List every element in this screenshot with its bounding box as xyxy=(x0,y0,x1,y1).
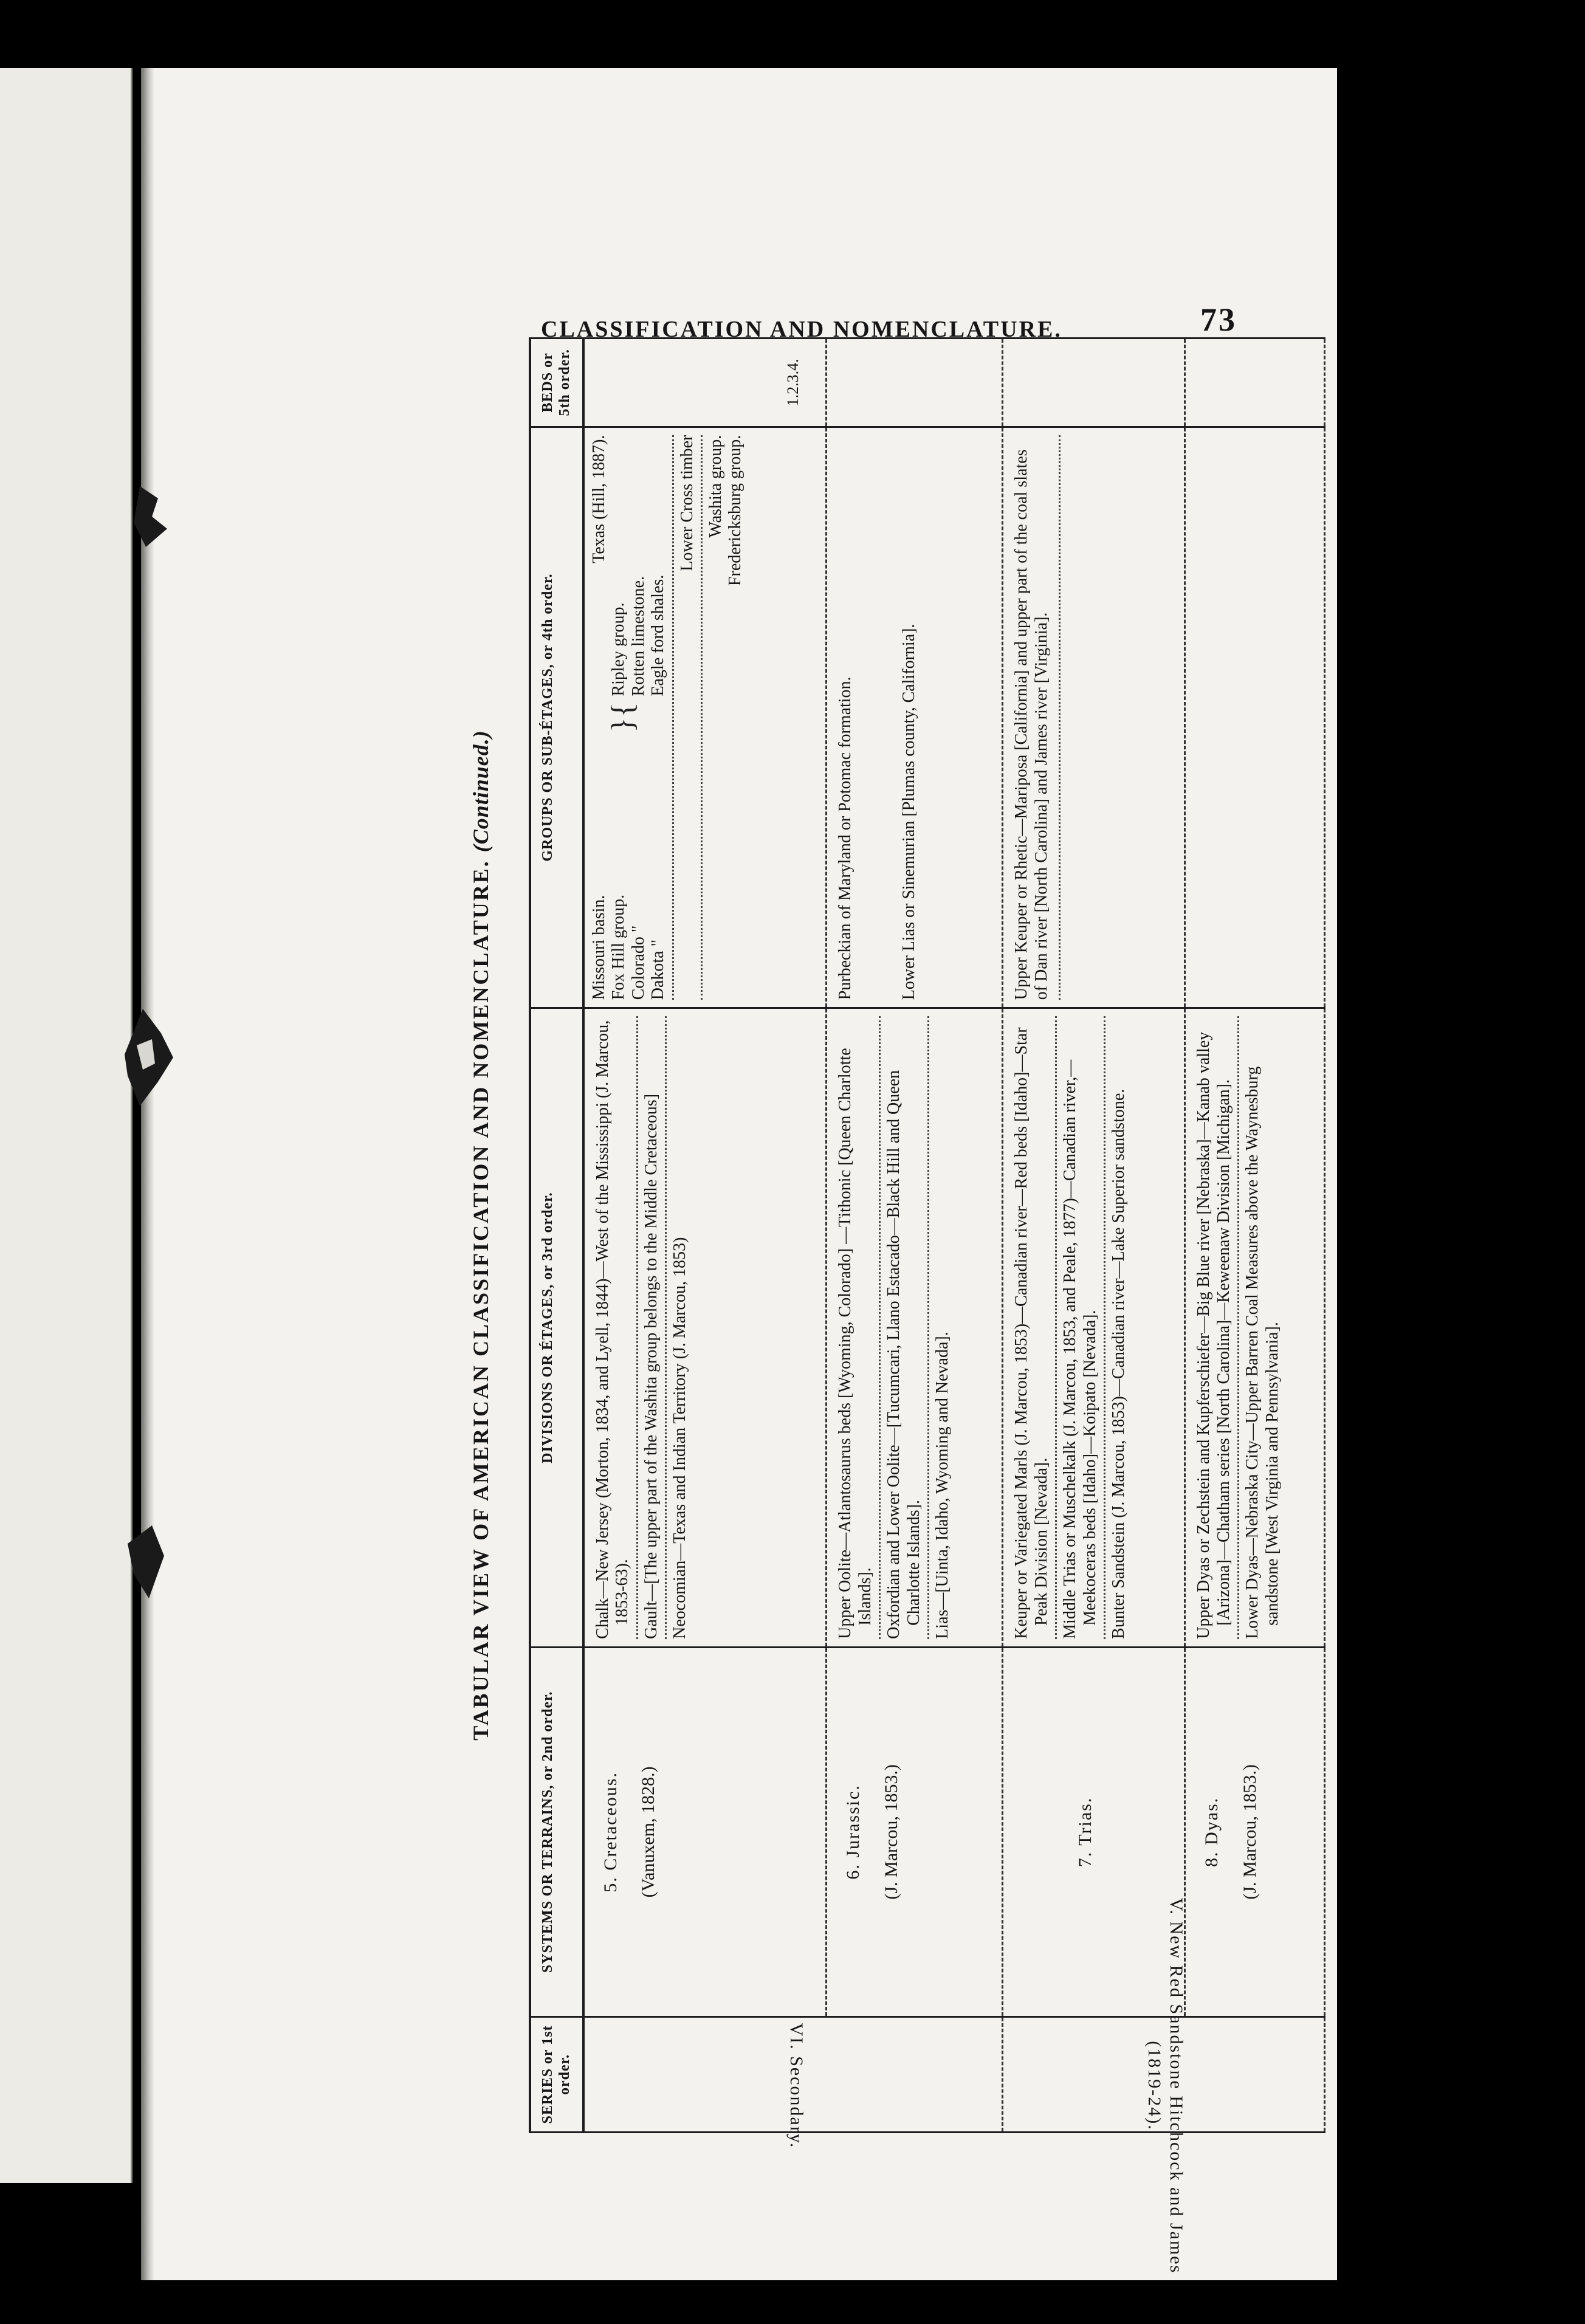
group-pair xyxy=(605,435,668,1000)
system-author: (J. Marcou, 1853.) xyxy=(881,1764,901,1900)
dotted-divider xyxy=(1059,435,1061,1000)
group-item: Ripley group. xyxy=(609,602,628,696)
division-item: Neocomian—Texas and Indian Territory (J. Marcou, 1853) xyxy=(670,1237,690,1639)
group-cell xyxy=(827,427,1003,1008)
brace-glyph: }{ xyxy=(605,702,641,733)
group-cell xyxy=(583,427,827,1008)
bed-cell xyxy=(1185,339,1325,427)
group-item: Upper Keuper or Rhetic—Mariposa [California] and upper part of the coal slates of Dan river [North Carolina] and James river [Virginia]. xyxy=(1012,449,1051,1000)
table-header-row xyxy=(530,339,583,2133)
series-new-red: V. New Red Sandstone Hitchcock and James (1819-24). xyxy=(1144,1897,1187,2274)
group-region: Missouri basin. xyxy=(589,895,608,1000)
group-cell xyxy=(1003,427,1185,1008)
division-cell xyxy=(583,1008,827,1648)
binding-tear-mark xyxy=(115,1519,182,1611)
header-beds: BEDS or 5th order. xyxy=(530,339,583,427)
system-cell xyxy=(827,1647,1003,2016)
group-item: Fox Hill group. xyxy=(609,894,628,1000)
group-item: Dakota " xyxy=(648,939,668,1000)
dotted-divider xyxy=(672,435,674,1000)
series-secondary: VI. Secondary. xyxy=(786,2023,806,2149)
division-item: Oxfordian and Lower Oolite—[Tucumcari, Llano Estacado—Black Hill and Queen Charlotte Islands]. xyxy=(881,1016,929,1639)
group-item: Colorado " xyxy=(628,925,648,1000)
binding-tear-mark xyxy=(115,480,182,553)
system-name: 5. Cretaceous. xyxy=(600,1772,621,1893)
scan-border xyxy=(1337,68,1585,2324)
bed-item: 1.2.3.4. xyxy=(783,359,802,407)
series-newred-cell xyxy=(1003,1897,1325,2274)
system-cell xyxy=(1185,1647,1325,2016)
header-groups: GROUPS OR SUB-ÉTAGES, or 4th order. xyxy=(530,427,583,1008)
group-item: Fredericksburg group. xyxy=(726,435,745,586)
division-cell xyxy=(827,1008,1003,1648)
table-caption xyxy=(468,337,517,2133)
group-item: Washita group. xyxy=(706,435,725,538)
caption-text: TABULAR VIEW OF AMERICAN CLASSIFICATION AND NOMENCLATURE. xyxy=(469,859,493,1741)
table-row-dyas xyxy=(1185,339,1325,2133)
classification-table xyxy=(529,337,1325,2274)
division-item: Bunter Sandstein (J. Marcou, 1853)—Canadian river—Lake Superior sandstone. xyxy=(1109,1088,1129,1639)
bed-cell xyxy=(827,339,1003,427)
system-name: 8. Dyas. xyxy=(1202,1796,1222,1867)
group-item: Purbeckian of Maryland or Potomac formation. xyxy=(836,676,855,1000)
division-item: Middle Trias or Muschelkalk (J. Marcou, 1853, and Peale, 1877)—Canadian river,—Meekoceras beds [Idaho]—Koipato [Nevada]. xyxy=(1057,1016,1105,1639)
division-item: Lower Dyas—Nebraska City—Upper Barren Coal Measures above the Waynesburg sandstone [West Virginia and Pennsylvania]. xyxy=(1243,1066,1282,1639)
division-cell xyxy=(1185,1008,1325,1648)
caption-continued: (Continued.) xyxy=(469,730,493,853)
bed-cell xyxy=(583,339,827,427)
bed-cell xyxy=(1003,339,1185,427)
table-row-trias xyxy=(1003,339,1185,2133)
group-cell xyxy=(1185,427,1325,1008)
division-item: Chalk—New Jersey (Morton, 1834, and Lyell, 1844)—West of the Mississippi (J. Marcou, 1853-63). xyxy=(590,1016,638,1639)
group-item: Lower Lias or Sinemurian [Plumas county, California]. xyxy=(899,624,918,1000)
group-item: Eagle ford shales. xyxy=(648,574,668,696)
page-number: 73 xyxy=(1200,301,1237,338)
table-row-jurassic xyxy=(827,339,1003,2133)
series-secondary-cell xyxy=(583,2016,1003,2149)
header-divisions: DIVISIONS OR ÉTAGES, or 3rd order. xyxy=(530,1008,583,1648)
group-item: Rotten limestone. xyxy=(628,576,648,696)
header-series: SERIES or 1st order. xyxy=(530,2016,583,2132)
system-name: 7. Trias. xyxy=(1075,1796,1096,1868)
dotted-divider xyxy=(701,435,703,1000)
group-item: Lower Cross timber xyxy=(677,435,696,571)
division-cell xyxy=(1003,1008,1185,1648)
system-author: (Vanuxem, 1828.) xyxy=(638,1766,659,1898)
division-item: Gault—[The upper part of the Washita group belongs to the Middle Cretaceous] xyxy=(638,1016,667,1639)
system-author: (J. Marcou, 1853.) xyxy=(1239,1764,1260,1900)
division-item: Lias—[Uinta, Idaho, Wyoming and Nevada]. xyxy=(933,1332,952,1639)
running-header-title: CLASSIFICATION AND NOMENCLATURE. xyxy=(541,317,1062,342)
division-item: Upper Oolite—Atlantosaurus beds [Wyoming, Colorado] —Tithonic [Queen Charlotte Islands]. xyxy=(832,1016,881,1639)
division-item: Upper Dyas or Zechstein and Kupferschiefer—Big Blue river [Nebraska]—Kanab valley [Arizona]—Chatham series [North Carolina]—Keweenaw Division [Michigan]. xyxy=(1191,1016,1239,1639)
division-item: Keuper or Variegated Marls (J. Marcou, 1853)—Canadian river—Red beds [Idaho]—Star Peak Division [Nevada]. xyxy=(1008,1016,1057,1639)
left-facing-page xyxy=(0,68,132,2183)
system-name: 6. Jurassic. xyxy=(843,1784,864,1880)
header-systems: SYSTEMS OR TERRAINS, or 2nd order. xyxy=(530,1647,583,2016)
page-binding xyxy=(141,68,154,2280)
group-region: Texas (Hill, 1887). xyxy=(589,435,608,563)
system-cell xyxy=(583,1647,827,2016)
table-row-cretaceous xyxy=(583,339,827,2133)
binding-tear-mark xyxy=(115,997,182,1118)
rotated-table xyxy=(468,337,1282,2274)
